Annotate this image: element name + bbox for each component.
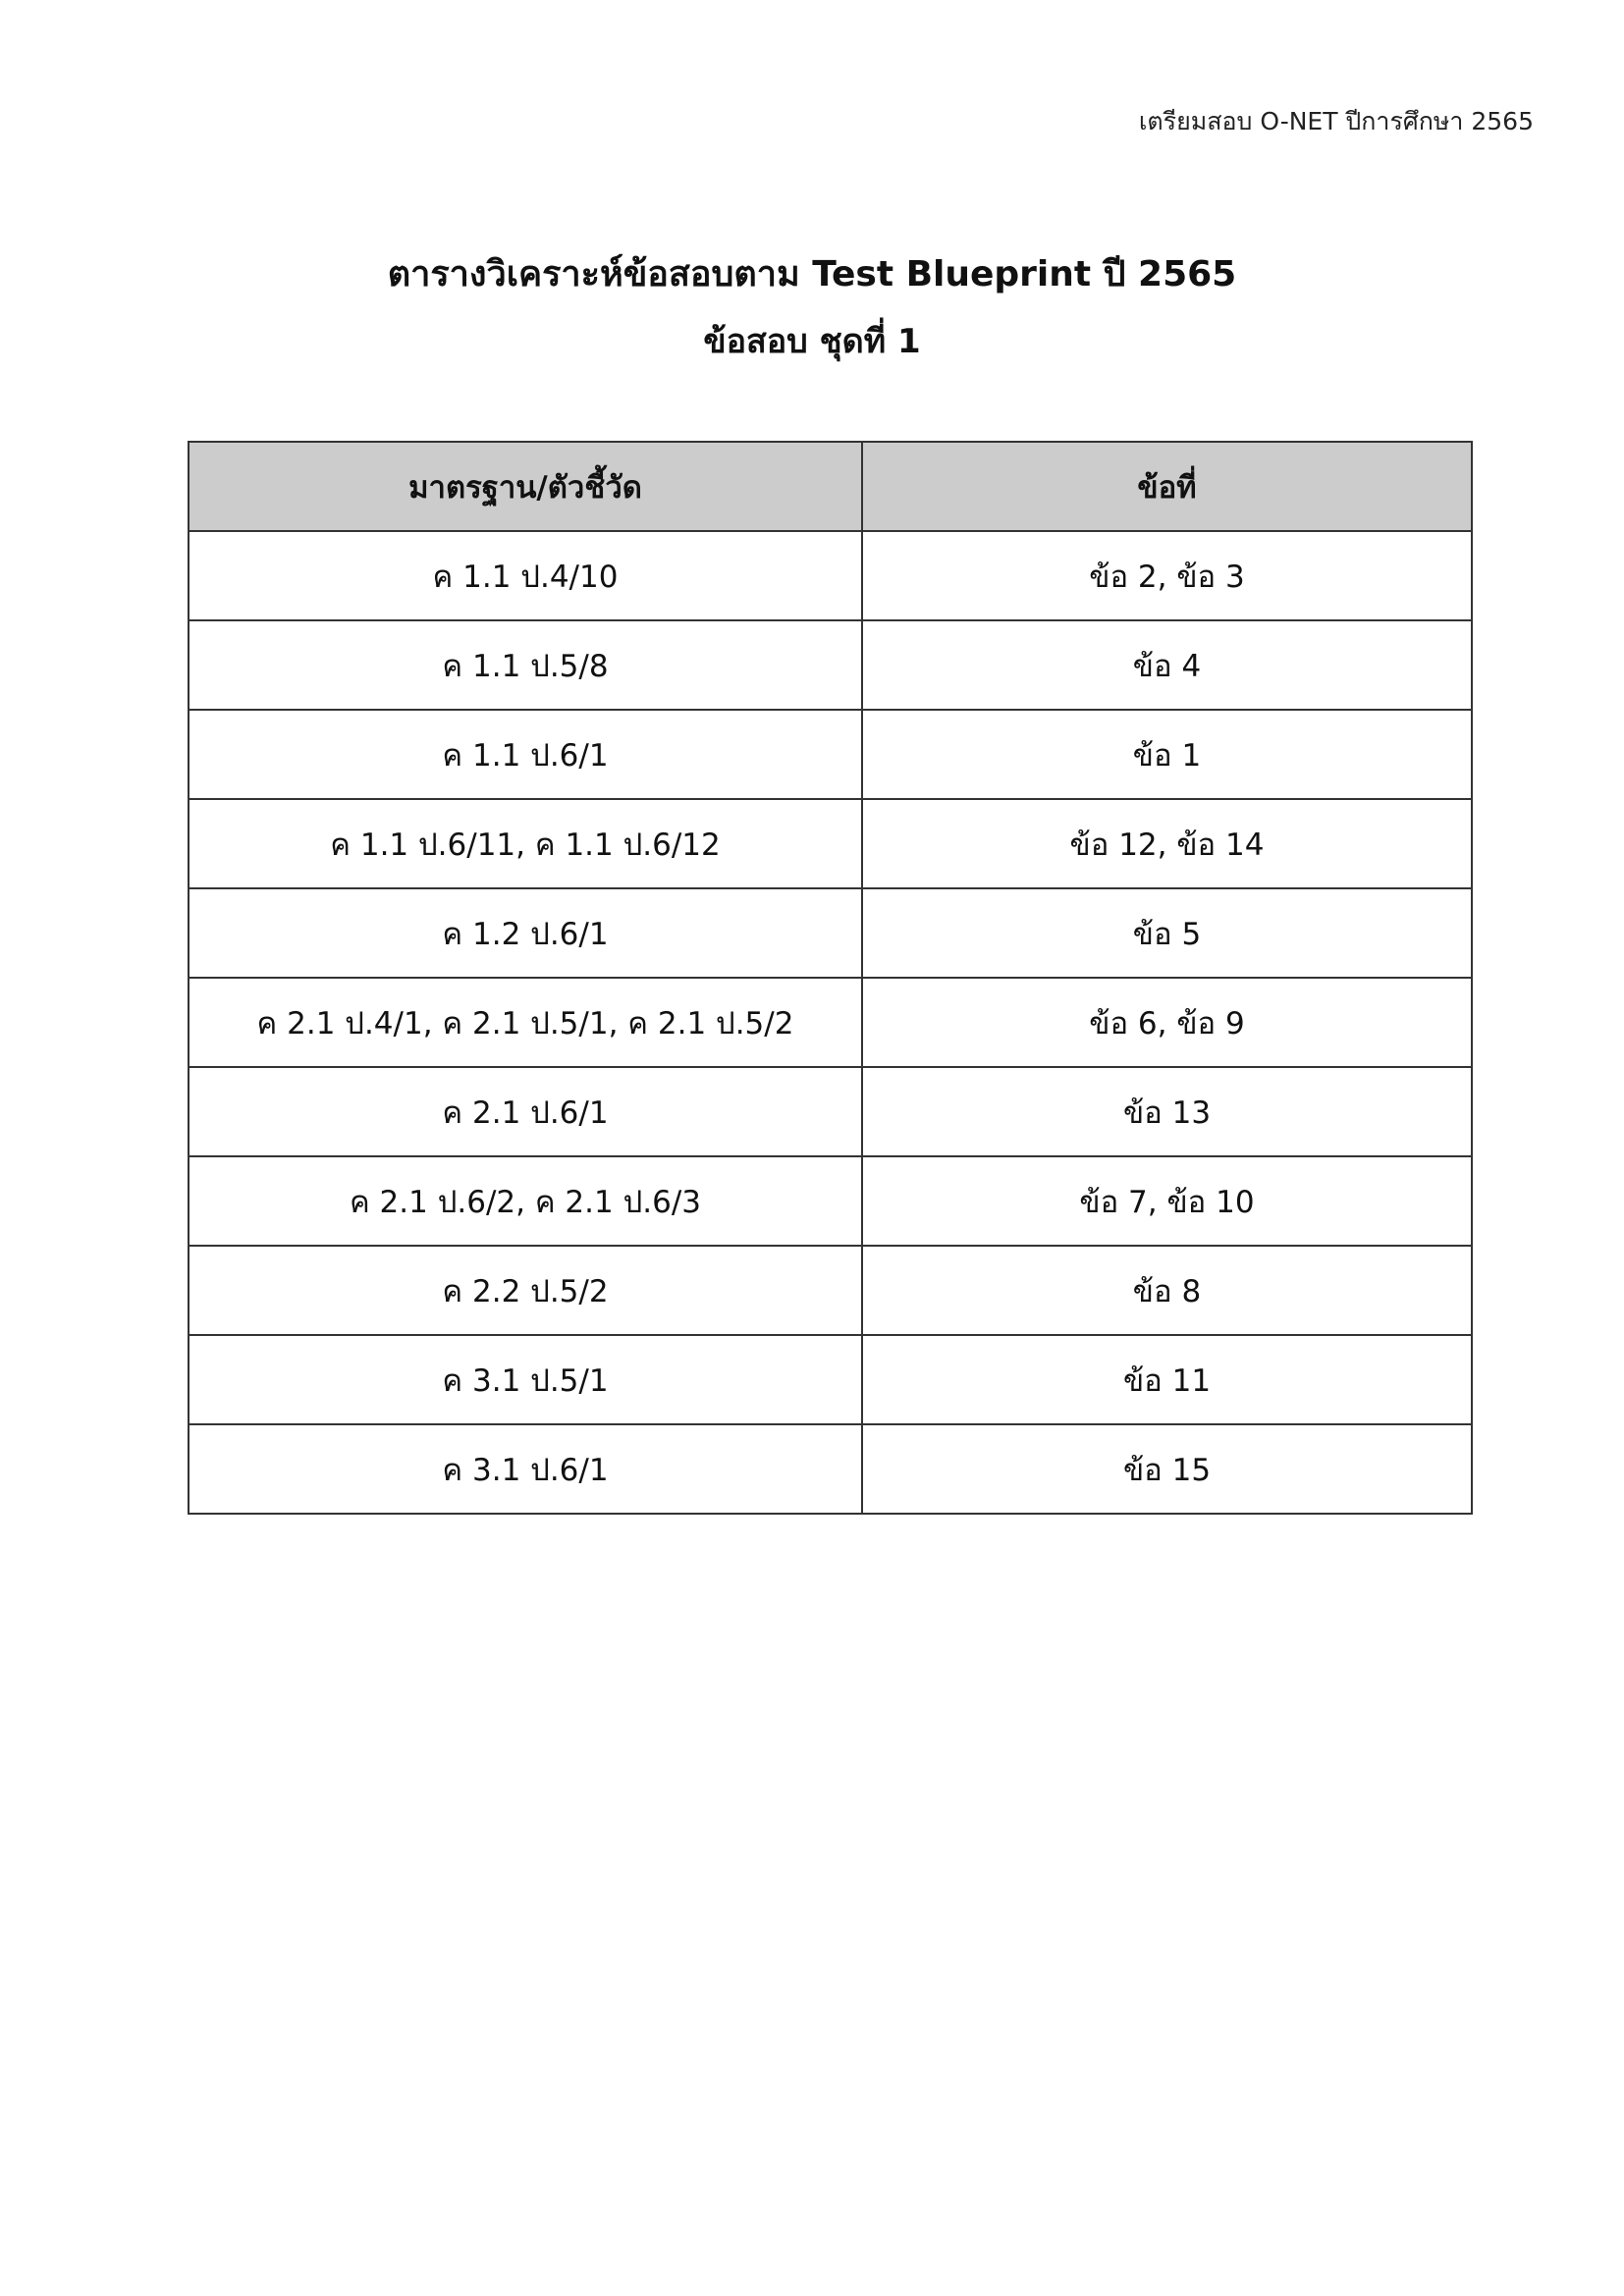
blueprint-table <box>188 441 1473 1515</box>
standard-cell: ค 2.1 ป.6/2, ค 2.1 ป.6/3 <box>189 1156 862 1246</box>
items-cell: ข้อ 4 <box>862 620 1472 710</box>
standard-cell: ค 1.2 ป.6/1 <box>189 888 862 978</box>
items-cell: ข้อ 6, ข้อ 9 <box>862 978 1472 1067</box>
standard-cell: ค 2.1 ป.4/1, ค 2.1 ป.5/1, ค 2.1 ป.5/2 <box>189 978 862 1067</box>
table-header-row <box>189 442 1472 531</box>
items-cell: ข้อ 2, ข้อ 3 <box>862 531 1472 620</box>
table-row <box>189 1246 1472 1335</box>
standard-cell: ค 3.1 ป.5/1 <box>189 1335 862 1424</box>
title-block <box>0 243 1624 373</box>
table-row <box>189 620 1472 710</box>
table-row <box>189 710 1472 799</box>
table-row <box>189 1424 1472 1514</box>
table-row <box>189 978 1472 1067</box>
items-cell: ข้อ 7, ข้อ 10 <box>862 1156 1472 1246</box>
standard-cell: ค 2.2 ป.5/2 <box>189 1246 862 1335</box>
items-cell: ข้อ 13 <box>862 1067 1472 1156</box>
standard-cell: ค 1.1 ป.4/10 <box>189 531 862 620</box>
page-header-note: เตรียมสอบ O-NET ปีการศึกษา 2565 <box>1138 107 1534 135</box>
items-cell: ข้อ 1 <box>862 710 1472 799</box>
table-row <box>189 799 1472 888</box>
table-row <box>189 1156 1472 1246</box>
column-header-standard: มาตรฐาน/ตัวชี้วัด <box>189 442 862 531</box>
standard-cell: ค 1.1 ป.6/1 <box>189 710 862 799</box>
standard-cell: ค 1.1 ป.6/11, ค 1.1 ป.6/12 <box>189 799 862 888</box>
items-cell: ข้อ 15 <box>862 1424 1472 1514</box>
column-header-items: ข้อที่ <box>862 442 1472 531</box>
standard-cell: ค 3.1 ป.6/1 <box>189 1424 862 1514</box>
table-row <box>189 1067 1472 1156</box>
table-row <box>189 531 1472 620</box>
items-cell: ข้อ 12, ข้อ 14 <box>862 799 1472 888</box>
items-cell: ข้อ 8 <box>862 1246 1472 1335</box>
items-cell: ข้อ 5 <box>862 888 1472 978</box>
standard-cell: ค 2.1 ป.6/1 <box>189 1067 862 1156</box>
table-row <box>189 888 1472 978</box>
items-cell: ข้อ 11 <box>862 1335 1472 1424</box>
document-title: ตารางวิเคราะห์ข้อสอบตาม Test Blueprint ปี 2565 <box>387 254 1237 294</box>
table-row <box>189 1335 1472 1424</box>
document-subtitle: ข้อสอบ ชุดที่ 1 <box>703 322 921 361</box>
standard-cell: ค 1.1 ป.5/8 <box>189 620 862 710</box>
